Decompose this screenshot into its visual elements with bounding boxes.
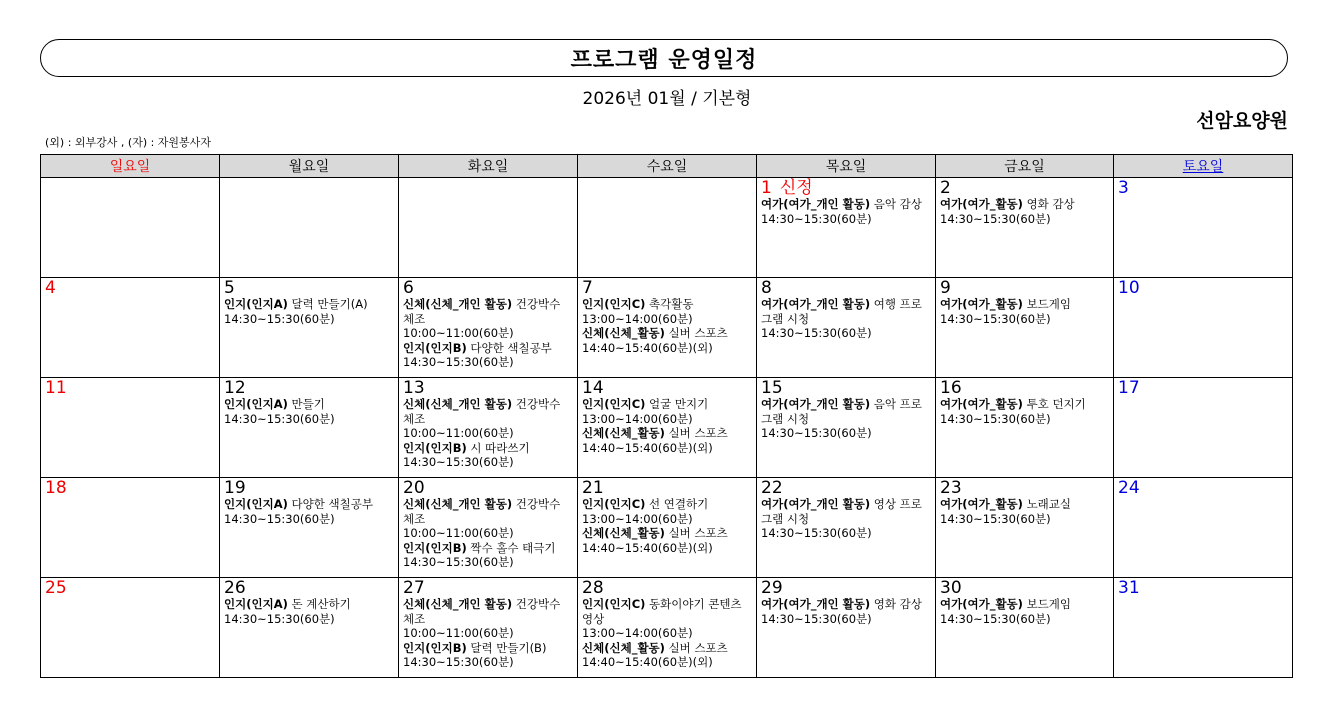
day-cell: [220, 278, 399, 378]
program-time: 14:40~15:40(60분)(외): [582, 340, 713, 355]
program-entry: [403, 441, 573, 456]
facility-name: 선암요양원: [1196, 110, 1288, 132]
program-entry: [940, 497, 1109, 512]
program-category: 신체(신체_개인 활동): [403, 297, 513, 311]
program-entry: [761, 597, 931, 612]
weekday-saturday[interactable]: [1114, 155, 1293, 178]
empty-day-cell: [220, 178, 399, 278]
program-name: 시 따라쓰기: [466, 440, 530, 455]
program-time: 14:30~15:30(60분): [761, 426, 872, 440]
day-number: [403, 479, 573, 497]
day-number: [761, 179, 931, 197]
day-number-text: 15: [761, 378, 783, 398]
program-category: 여가(여가_개인 활동): [761, 197, 871, 211]
program-name: 영화 감상: [1022, 197, 1075, 211]
program-entry: [761, 497, 931, 526]
program-category: 인지(인지C): [582, 597, 646, 611]
weekday-monday: [220, 155, 399, 178]
program-category: 신체(신체_활동): [582, 426, 665, 440]
program-name: 선 연결하기: [645, 497, 709, 511]
program-category: 여가(여가_활동): [940, 197, 1023, 211]
day-number: [403, 579, 573, 597]
program-entry: [224, 597, 394, 612]
program-entry: [403, 297, 573, 326]
program-name: 음악 프로그램 시청: [761, 397, 922, 426]
day-cell: [936, 178, 1114, 278]
day-cell: [220, 378, 399, 478]
weekday-header-row: [41, 155, 1293, 178]
day-number: [761, 579, 931, 597]
day-cell: [399, 378, 578, 478]
day-cell: [220, 578, 399, 678]
program-category: 여가(여가_활동): [940, 397, 1023, 411]
title-box: [40, 39, 1288, 77]
day-cell: [578, 278, 757, 378]
day-number: [224, 479, 394, 497]
day-number-text: 16: [940, 378, 962, 398]
program-category: 여가(여가_개인 활동): [761, 497, 871, 511]
program-category: 여가(여가_개인 활동): [761, 597, 871, 611]
program-category: 여가(여가_활동): [940, 497, 1023, 511]
weekday-label: 일요일: [109, 159, 151, 175]
day-cell: [41, 578, 220, 678]
day-cell: [41, 478, 220, 578]
day-number: [940, 579, 1109, 597]
day-number: [582, 479, 752, 497]
day-number-text: 9: [940, 278, 951, 298]
program-entry: [403, 641, 573, 656]
program-time: 14:30~15:30(60분): [940, 311, 1051, 326]
weekday-sunday: [41, 155, 220, 178]
day-cell: [757, 478, 936, 578]
program-entry: [582, 297, 752, 312]
program-name: 달력 만들기(B): [466, 640, 547, 655]
day-cell: [1114, 178, 1293, 278]
empty-day-cell: [41, 178, 220, 278]
day-cell: [757, 578, 936, 678]
day-number-text: 3: [1118, 178, 1129, 198]
day-number-text: 24: [1118, 478, 1140, 498]
day-number-text: 19: [224, 478, 246, 498]
program-name: 다양한 색칠공부: [466, 340, 552, 355]
program-time: 14:40~15:40(60분)(외): [582, 655, 713, 669]
day-number: [45, 279, 215, 297]
day-number-text: 13: [403, 378, 425, 398]
day-number-text: 6: [403, 278, 414, 298]
day-number-text: 29: [761, 578, 783, 598]
day-number: [940, 379, 1109, 397]
program-time: 10:00~11:00(60분): [403, 426, 514, 440]
program-name: 여행 프로그램 시청: [761, 297, 922, 326]
program-category: 여가(여가_활동): [940, 597, 1023, 611]
program-time: 14:30~15:30(60분): [224, 611, 335, 626]
program-category: 인지(인지A): [224, 597, 288, 611]
program-entry: [403, 541, 573, 556]
program-entry: [582, 497, 752, 512]
week-row: [41, 278, 1293, 378]
day-cell: [41, 378, 220, 478]
program-time: 13:00~14:00(60분): [582, 626, 693, 640]
day-number: [224, 579, 394, 597]
program-time: 14:30~15:30(60분): [940, 611, 1051, 626]
program-time: 14:30~15:30(60분): [403, 455, 514, 469]
day-number-text: 11: [45, 378, 67, 398]
week-row: [41, 478, 1293, 578]
program-name: 실버 스포츠: [664, 426, 728, 440]
program-category: 인지(인지A): [224, 297, 288, 311]
day-number: [45, 479, 215, 497]
day-number: [940, 479, 1109, 497]
program-name: 보드게임: [1022, 597, 1072, 611]
program-category: 여가(여가_개인 활동): [761, 397, 871, 411]
program-entry: [582, 397, 752, 412]
program-time: 14:40~15:40(60분)(외): [582, 540, 713, 555]
weekday-wednesday: [578, 155, 757, 178]
day-cell: [1114, 378, 1293, 478]
week-row: [41, 378, 1293, 478]
program-category: 인지(인지C): [582, 397, 646, 411]
day-number: [1118, 479, 1288, 497]
weekday-label: 금요일: [1004, 159, 1045, 175]
program-entry: [224, 397, 394, 412]
day-cell: [1114, 478, 1293, 578]
program-name: 촉각활동: [645, 297, 694, 311]
program-entry: [224, 497, 394, 512]
empty-day-cell: [578, 178, 757, 278]
program-entry: [403, 497, 573, 526]
program-name: 건강박수 체조: [403, 497, 561, 526]
day-number-text: 7: [582, 278, 593, 298]
program-category: 신체(신체_활동): [582, 326, 665, 340]
program-entry: [582, 426, 752, 441]
day-number: [1118, 579, 1288, 597]
program-entry: [940, 197, 1109, 212]
program-entry: [582, 597, 752, 626]
day-number-text: 1: [761, 178, 772, 198]
program-time: 14:30~15:30(60분): [940, 411, 1051, 426]
day-number-text: 22: [761, 478, 783, 498]
program-entry: [761, 197, 931, 212]
day-number-text: 20: [403, 478, 425, 498]
day-number-text: 8: [761, 278, 772, 298]
program-category: 인지(인지B): [403, 340, 467, 355]
day-number: [940, 279, 1109, 297]
week-row: [41, 178, 1293, 278]
day-number: [45, 379, 215, 397]
program-name: 달력 만들기(A): [287, 297, 368, 311]
program-category: 여가(여가_개인 활동): [761, 297, 871, 311]
day-number-text: 27: [403, 578, 425, 598]
holiday-label: 신정: [779, 178, 813, 198]
program-name: 보드게임: [1022, 297, 1072, 311]
day-number: [940, 179, 1109, 197]
day-cell: [1114, 578, 1293, 678]
day-number: [582, 279, 752, 297]
weekday-label: 수요일: [646, 159, 688, 175]
program-category: 인지(인지C): [582, 297, 646, 311]
day-cell: [936, 578, 1114, 678]
program-name: 돈 계산하기: [287, 597, 351, 611]
calendar-table: [40, 154, 1293, 678]
day-cell: [936, 478, 1114, 578]
day-number: [761, 279, 931, 297]
program-time: 14:30~15:30(60분): [224, 311, 335, 326]
day-number-text: 30: [940, 578, 962, 598]
day-number: [1118, 279, 1288, 297]
day-cell: [220, 478, 399, 578]
program-time: 13:00~14:00(60분): [582, 311, 693, 326]
program-name: 짝수 홀수 태극기: [466, 540, 556, 555]
program-category: 신체(신체_개인 활동): [403, 497, 513, 511]
day-number: [1118, 179, 1288, 197]
day-cell: [578, 478, 757, 578]
weekday-tuesday: [399, 155, 578, 178]
program-name: 영화 감상: [870, 597, 922, 611]
day-cell: [399, 578, 578, 678]
program-time: 14:30~15:30(60분): [761, 326, 872, 340]
day-number: [582, 579, 752, 597]
program-entry: [582, 526, 752, 541]
day-number: [1118, 379, 1288, 397]
program-time: 14:30~15:30(60분): [224, 511, 335, 526]
weekday-friday: [936, 155, 1114, 178]
program-category: 신체(신체_활동): [582, 526, 665, 540]
week-row: [41, 578, 1293, 678]
day-number-text: 5: [224, 278, 235, 298]
program-entry: [403, 341, 573, 356]
day-cell: [936, 378, 1114, 478]
program-name: 노래교실: [1022, 497, 1072, 511]
program-entry: [940, 397, 1109, 412]
program-entry: [224, 297, 394, 312]
program-name: 만들기: [287, 397, 325, 411]
program-time: 14:30~15:30(60분): [403, 355, 514, 369]
day-number-text: 25: [45, 578, 67, 598]
day-cell: [757, 378, 936, 478]
program-name: 음악 감상: [870, 197, 922, 211]
weekday-label: 화요일: [467, 159, 509, 175]
weekday-label[interactable]: 토요일: [1182, 159, 1224, 175]
program-time: 14:30~15:30(60분): [761, 526, 872, 540]
day-number-text: 26: [224, 578, 246, 598]
legend-text: (외) : 외부강사 , (자) : 자원봉사자: [45, 136, 211, 149]
program-time: 14:30~15:30(60분): [940, 211, 1051, 226]
program-entry: [940, 297, 1109, 312]
day-cell: [1114, 278, 1293, 378]
program-category: 인지(인지A): [224, 497, 288, 511]
day-number-text: 14: [582, 378, 604, 398]
program-name: 실버 스포츠: [664, 326, 728, 340]
day-number-text: 18: [45, 478, 67, 498]
program-category: 신체(신체_개인 활동): [403, 597, 513, 611]
program-time: 14:30~15:30(60분): [761, 611, 872, 626]
day-number: [582, 379, 752, 397]
program-time: 14:30~15:30(60분): [403, 555, 514, 569]
day-cell: [578, 578, 757, 678]
program-category: 인지(인지B): [403, 640, 467, 655]
program-name: 투호 던지기: [1022, 397, 1086, 411]
day-number: [761, 379, 931, 397]
program-name: 얼굴 만지기: [645, 397, 709, 411]
day-cell: [757, 178, 936, 278]
program-entry: [403, 397, 573, 426]
day-number-text: 2: [940, 178, 951, 198]
program-time: 13:00~14:00(60분): [582, 411, 693, 426]
day-number: [761, 479, 931, 497]
day-number-text: 31: [1118, 578, 1140, 598]
program-time: 10:00~11:00(60분): [403, 626, 514, 640]
program-name: 다양한 색칠공부: [287, 497, 373, 511]
day-number-text: 12: [224, 378, 246, 398]
program-entry: [940, 597, 1109, 612]
day-number-text: 28: [582, 578, 604, 598]
day-cell: [399, 278, 578, 378]
day-number-text: 17: [1118, 378, 1140, 398]
day-number: [403, 379, 573, 397]
day-number-text: 23: [940, 478, 962, 498]
day-cell: [41, 278, 220, 378]
day-number: [224, 379, 394, 397]
program-entry: [761, 297, 931, 326]
program-name: 동화이야기 콘텐츠영상: [582, 597, 742, 626]
program-time: 14:30~15:30(60분): [761, 211, 872, 226]
program-time: 13:00~14:00(60분): [582, 511, 693, 526]
program-name: 실버 스포츠: [664, 526, 728, 540]
program-time: 10:00~11:00(60분): [403, 326, 514, 340]
program-category: 인지(인지C): [582, 497, 646, 511]
program-time: 10:00~11:00(60분): [403, 526, 514, 540]
program-entry: [403, 597, 573, 626]
program-category: 신체(신체_개인 활동): [403, 397, 513, 411]
day-number: [224, 279, 394, 297]
program-name: 건강박수 체조: [403, 297, 561, 326]
day-number-text: 4: [45, 278, 56, 298]
program-category: 인지(인지B): [403, 540, 467, 555]
weekday-label: 월요일: [288, 159, 330, 175]
program-entry: [582, 641, 752, 656]
program-name: 건강박수 체조: [403, 397, 561, 426]
day-number: [45, 579, 215, 597]
program-entry: [761, 397, 931, 426]
page-title: 프로그램 운영일정: [570, 47, 758, 73]
day-number: [403, 279, 573, 297]
weekday-label: 목요일: [825, 159, 867, 175]
program-category: 여가(여가_활동): [940, 297, 1023, 311]
schedule-period: 2026년 01월 / 기본형: [582, 89, 752, 109]
program-name: 건강박수 체조: [403, 597, 561, 626]
program-time: 14:30~15:30(60분): [403, 655, 514, 669]
weekday-thursday: [757, 155, 936, 178]
program-category: 인지(인지A): [224, 397, 288, 411]
program-name: 영상 프로그램 시청: [761, 497, 922, 526]
program-time: 14:40~15:40(60분)(외): [582, 440, 713, 455]
day-cell: [578, 378, 757, 478]
calendar-body: [41, 178, 1293, 678]
empty-day-cell: [399, 178, 578, 278]
day-cell: [936, 278, 1114, 378]
day-number-text: 10: [1118, 278, 1140, 298]
program-entry: [582, 326, 752, 341]
day-cell: [757, 278, 936, 378]
program-name: 실버 스포츠: [664, 640, 728, 655]
day-number-text: 21: [582, 478, 604, 498]
program-category: 인지(인지B): [403, 440, 467, 455]
program-time: 14:30~15:30(60분): [224, 411, 335, 426]
program-category: 신체(신체_활동): [582, 640, 665, 655]
day-cell: [399, 478, 578, 578]
program-time: 14:30~15:30(60분): [940, 511, 1051, 526]
